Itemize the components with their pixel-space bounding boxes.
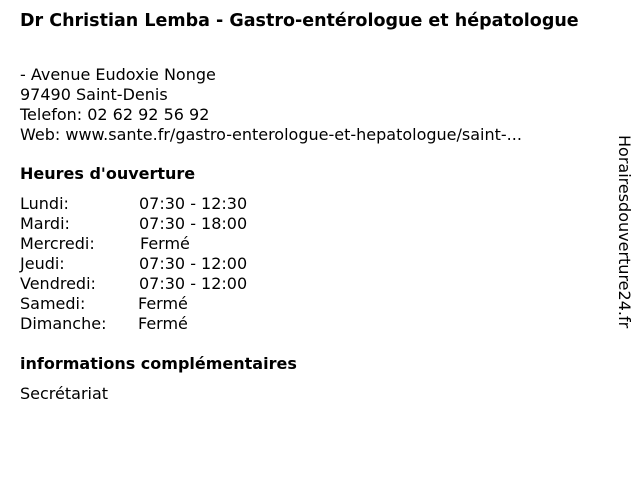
address-block — [20, 65, 522, 145]
opening-hours-heading: Heures d'ouverture — [20, 164, 196, 183]
hours-row-sunday — [20, 314, 320, 334]
city-postal-code: 97490 Saint-Denis — [20, 85, 168, 104]
hours-day: Jeudi: — [20, 254, 65, 273]
hours-day: Lundi: — [20, 194, 69, 213]
hours-row-friday — [20, 274, 320, 294]
hours-day: Samedi: — [20, 294, 86, 313]
hours-row-saturday — [20, 294, 320, 314]
hours-time: Fermé — [140, 234, 190, 253]
hours-day: Mercredi: — [20, 234, 95, 253]
hours-time: 07:30 - 12:30 — [139, 194, 248, 213]
additional-info-heading: informations complémentaires — [20, 354, 297, 373]
website-link[interactable]: Web: www.sante.fr/gastro-enterologue-et-hepatologue/saint-... — [20, 125, 522, 144]
site-watermark: Horairesdouverture24.fr — [615, 135, 634, 329]
hours-row-monday — [20, 194, 320, 214]
hours-time: Fermé — [138, 314, 188, 333]
hours-time: Fermé — [138, 294, 188, 313]
hours-row-thursday — [20, 254, 320, 274]
hours-time: 07:30 - 12:00 — [139, 254, 248, 273]
hours-row-wednesday — [20, 234, 320, 254]
hours-day: Dimanche: — [20, 314, 107, 333]
street-address: - Avenue Eudoxie Nonge — [20, 65, 216, 84]
phone-number: Telefon: 02 62 92 56 92 — [20, 105, 210, 124]
hours-row-tuesday — [20, 214, 320, 234]
page-title: Dr Christian Lemba - Gastro-entérologue et hépatologue — [20, 11, 579, 31]
hours-time: 07:30 - 12:00 — [139, 274, 248, 293]
opening-hours-table — [20, 194, 320, 334]
hours-day: Mardi: — [20, 214, 70, 233]
hours-time: 07:30 - 18:00 — [139, 214, 248, 233]
additional-info-text: Secrétariat — [20, 384, 109, 403]
hours-day: Vendredi: — [20, 274, 96, 293]
